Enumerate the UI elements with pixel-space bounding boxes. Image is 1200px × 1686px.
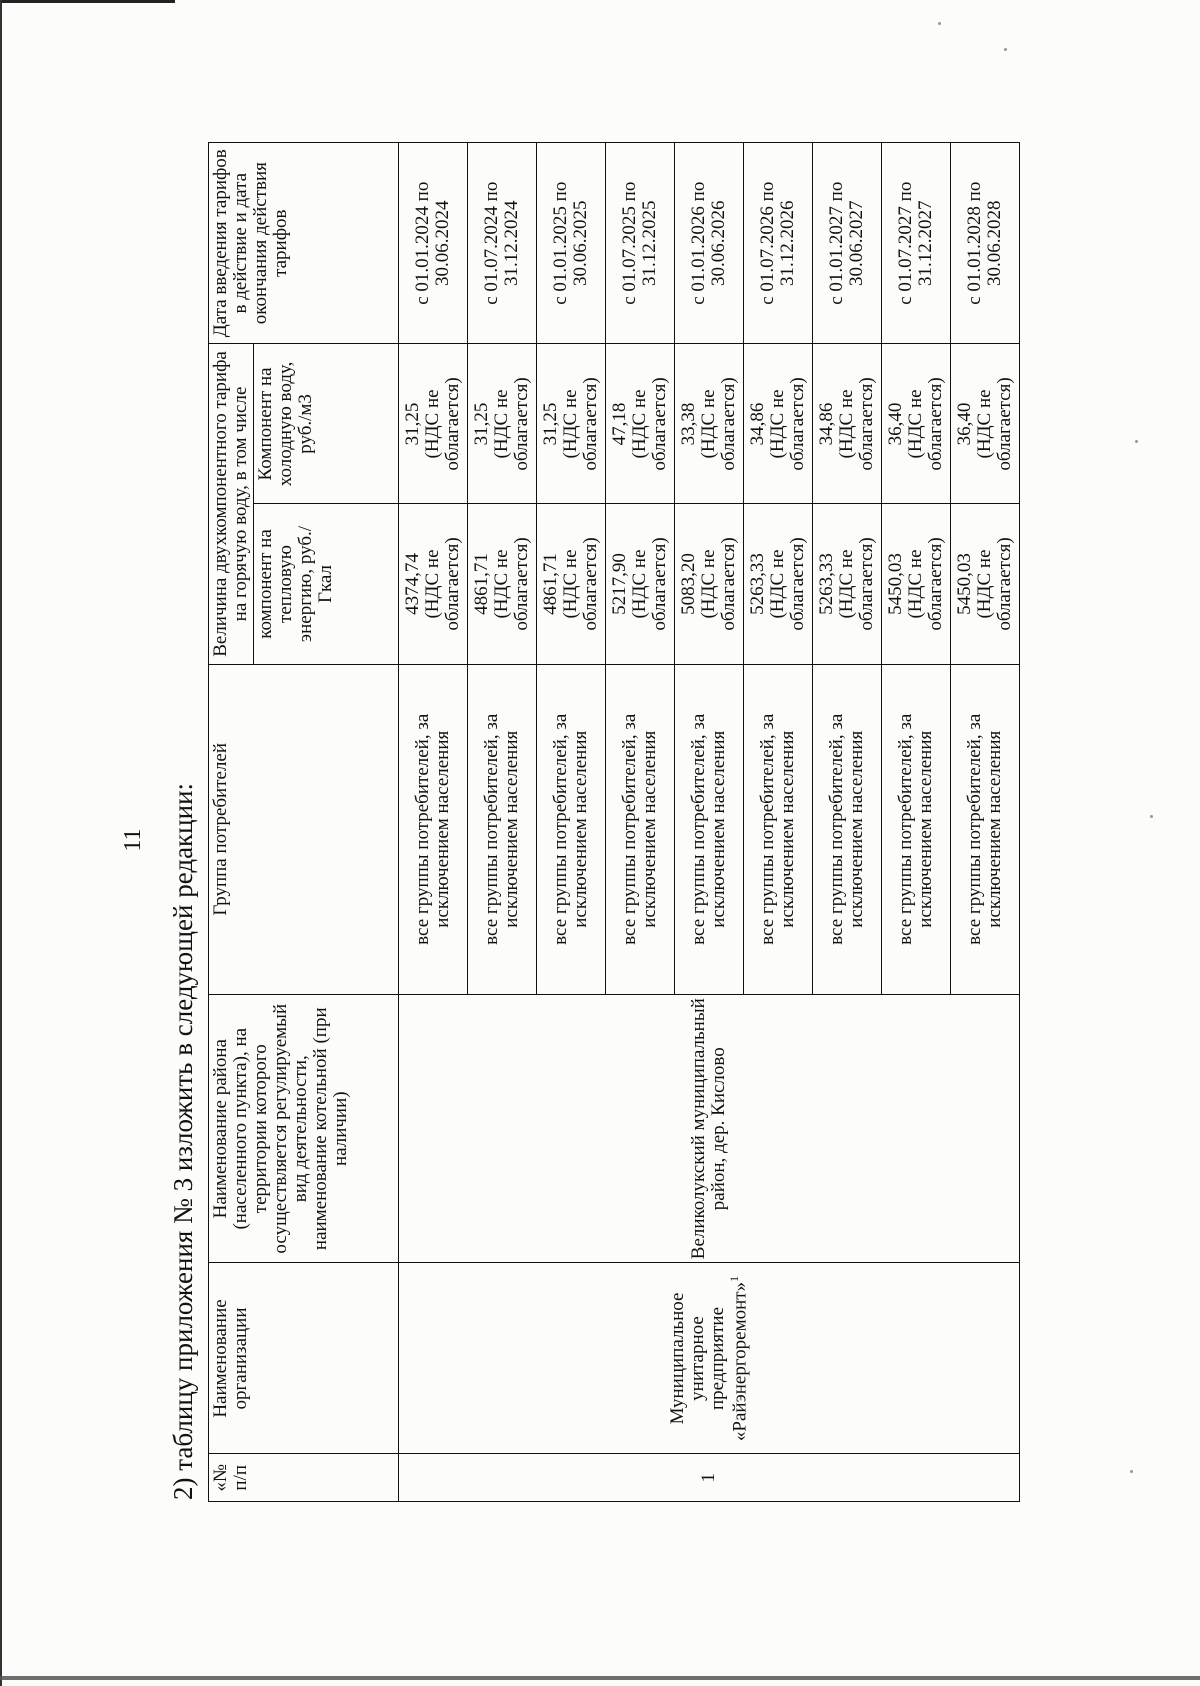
vat-note: (НДС не облагается) — [559, 377, 601, 471]
section-heading: 2) таблицу приложения № 3 изложить в следующей редакции: — [168, 782, 198, 1500]
consumer-group-cell: все группы потребителей, за исключением населения — [467, 664, 536, 994]
vat-note: (НДС не облагается) — [835, 537, 877, 631]
table-body — [398, 143, 1019, 1502]
scan-speck — [1130, 1470, 1133, 1473]
water-component-cell — [605, 344, 674, 504]
heat-value: 5083,20 — [677, 553, 699, 615]
scan-speck — [938, 22, 941, 25]
tariff-period-cell: с 01.07.2026 по 31.12.2026 — [743, 143, 812, 344]
scan-edge-bottom — [0, 1676, 1200, 1680]
water-value: 31,25 — [470, 402, 492, 446]
tariff-period-cell: с 01.01.2027 по 30.06.2027 — [812, 143, 881, 344]
heat-value: 5450,03 — [884, 553, 906, 615]
page-number: 11 — [120, 828, 146, 852]
consumer-group-cell: все группы потребителей, за исключением населения — [398, 664, 467, 994]
water-component-cell — [812, 344, 881, 504]
vat-note: (НДС не облагается) — [766, 377, 808, 471]
consumer-group-cell: все группы потребителей, за исключением населения — [674, 664, 743, 994]
header-tariff-group: Величина двухкомпонентного тарифа на горячую воду, в том числе — [209, 344, 254, 664]
location-name: Великолукский муниципальный район, дер. Кислово — [398, 994, 1019, 1262]
scan-edge-top — [0, 0, 175, 3]
vat-note: (НДС не облагается) — [421, 377, 463, 471]
table-header-row — [209, 143, 254, 1502]
vat-note: (НДС не облагается) — [697, 377, 739, 471]
scan-speck — [1135, 440, 1138, 443]
tariff-period-cell: с 01.01.2028 по 30.06.2028 — [950, 143, 1019, 344]
heat-value: 4861,71 — [470, 553, 492, 615]
vat-note: (НДС не облагается) — [559, 537, 601, 631]
header-heat-component: компонент на тепловую энергию, руб./Гкал — [253, 504, 398, 664]
tariff-period-cell: с 01.01.2026 по 30.06.2026 — [674, 143, 743, 344]
water-component-cell — [950, 344, 1019, 504]
vat-note: (НДС не облагается) — [904, 537, 946, 631]
vat-note: (НДС не облагается) — [421, 537, 463, 631]
water-value: 36,40 — [884, 402, 906, 446]
vat-note: (НДС не облагается) — [973, 377, 1015, 471]
consumer-group-cell: все группы потребителей, за исключением населения — [812, 664, 881, 994]
heat-component-cell — [881, 504, 950, 664]
organization-name-cell — [398, 1263, 1019, 1454]
water-component-cell — [398, 344, 467, 504]
consumer-group-cell: все группы потребителей, за исключением населения — [743, 664, 812, 994]
consumer-group-cell: все группы потребителей, за исключением населения — [950, 664, 1019, 994]
header-num: «№ п/п — [209, 1454, 399, 1502]
heat-component-cell — [467, 504, 536, 664]
scan-edge-left — [0, 0, 2, 1686]
tariff-period-cell: с 01.01.2024 по 30.06.2024 — [398, 143, 467, 344]
consumer-group-cell: все группы потребителей, за исключением населения — [536, 664, 605, 994]
water-component-cell — [536, 344, 605, 504]
heat-component-cell — [743, 504, 812, 664]
rotated-content — [120, 120, 1130, 1560]
heat-value: 5263,33 — [746, 553, 768, 615]
vat-note: (НДС не облагается) — [628, 377, 670, 471]
heat-value: 5450,03 — [953, 553, 975, 615]
header-group: Группа потребителей — [209, 664, 399, 994]
heat-component-cell — [812, 504, 881, 664]
water-component-cell — [674, 344, 743, 504]
header-location: Наименование района (населенного пункта), на территории которого осуществляется регулируемый вид деятельности, наименование котельной (при наличии) — [209, 994, 399, 1262]
vat-note: (НДС не облагается) — [766, 537, 808, 631]
water-component-cell — [743, 344, 812, 504]
water-value: 36,40 — [953, 402, 975, 446]
water-component-cell — [467, 344, 536, 504]
heat-value: 4374,74 — [401, 553, 423, 615]
footnote-mark: 1 — [726, 1275, 741, 1282]
vat-note: (НДС не облагается) — [628, 537, 670, 631]
vat-note: (НДС не облагается) — [973, 537, 1015, 631]
table-row — [398, 143, 467, 1502]
tariff-period-cell: с 01.07.2025 по 31.12.2025 — [605, 143, 674, 344]
vat-note: (НДС не облагается) — [490, 537, 532, 631]
water-value: 34,86 — [815, 402, 837, 446]
heat-component-cell — [950, 504, 1019, 664]
water-value: 31,25 — [401, 402, 423, 446]
tariff-period-cell: с 01.07.2024 по 31.12.2024 — [467, 143, 536, 344]
water-value: 47,18 — [608, 402, 630, 446]
tariff-period-cell: с 01.07.2027 по 31.12.2027 — [881, 143, 950, 344]
vat-note: (НДС не облагается) — [490, 377, 532, 471]
scan-speck — [1150, 815, 1153, 818]
heat-component-cell — [605, 504, 674, 664]
header-dates: Дата введения тарифов в действие и дата окончания действия тарифов — [209, 143, 399, 344]
heat-value: 4861,71 — [539, 553, 561, 615]
vat-note: (НДС не облагается) — [697, 537, 739, 631]
tariff-table — [208, 142, 1020, 1502]
header-water-component: Компонент на холодную воду, руб./м3 — [253, 344, 398, 504]
heat-component-cell — [536, 504, 605, 664]
heat-value: 5217,90 — [608, 553, 630, 615]
header-org: Наименование организации — [209, 1263, 399, 1454]
vat-note: (НДС не облагается) — [835, 377, 877, 471]
scan-speck — [1004, 48, 1007, 51]
tariff-period-cell: с 01.01.2025 по 30.06.2025 — [536, 143, 605, 344]
vat-note: (НДС не облагается) — [904, 377, 946, 471]
water-value: 34,86 — [746, 402, 768, 446]
consumer-group-cell: все группы потребителей, за исключением населения — [881, 664, 950, 994]
water-component-cell — [881, 344, 950, 504]
water-value: 33,38 — [677, 402, 699, 446]
organization-name: Муниципальное унитарное предприятие «Райэнергоремонт» — [666, 1281, 750, 1442]
row-number: 1 — [398, 1454, 1019, 1502]
heat-value: 5263,33 — [815, 553, 837, 615]
consumer-group-cell: все группы потребителей, за исключением населения — [605, 664, 674, 994]
heat-component-cell — [398, 504, 467, 664]
heat-component-cell — [674, 504, 743, 664]
water-value: 31,25 — [539, 402, 561, 446]
